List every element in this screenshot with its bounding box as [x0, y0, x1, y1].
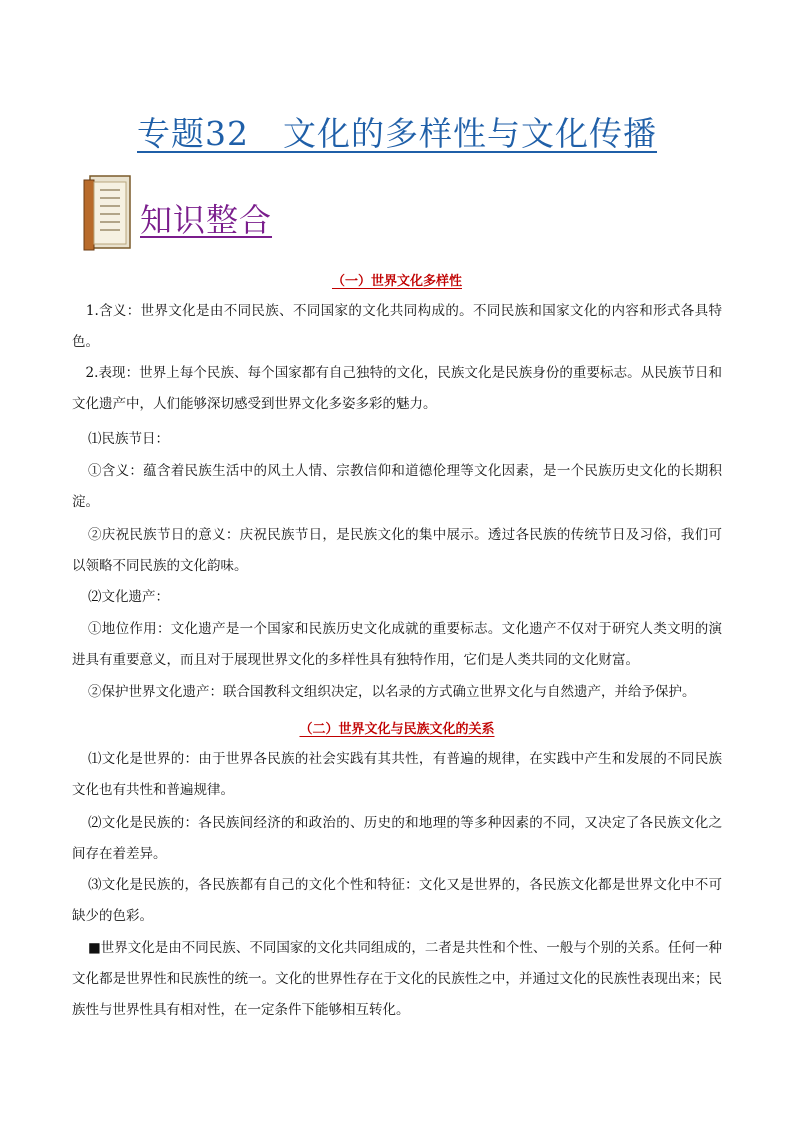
paragraph-12: ■世界文化是由不同民族、不同国家的文化共同组成的，二者是共性和个性、一般与个别的关系。任何一种文化都是世界性和民族性的统一。文化的世界性存在于文化的民族性之中，并通过文化的民族性表现出来；民族性与世界性具有相对性，在一定条件下能够相互转化。: [72, 940, 722, 1018]
subheading-2-text: （二）世界文化与民族文化的关系: [299, 722, 495, 737]
paragraph-4: ①含义：蕴含着民族生活中的风土人情、宗教信仰和道德伦理等文化因素，是一个民族历史文化的长期积淀。: [72, 463, 722, 510]
book-icon: [80, 172, 134, 252]
paragraph-9: ⑴文化是世界的：由于世界各民族的社会实践有其共性，有普遍的规律，在实践中产生和发展的不同民族文化也有共性和普遍规律。: [72, 751, 722, 798]
paragraph-2: 2.表现：世界上每个民族、每个国家都有自己独特的文化，民族文化是民族身份的重要标志。从民族节日和文化遗产中，人们能够深切感受到世界文化多姿多彩的魅力。: [72, 365, 722, 412]
subheading-1: [0, 270, 794, 289]
title-text: 专题32 文化的多样性与文化传播: [137, 114, 657, 153]
paragraph-10: ⑵文化是民族的：各民族间经济的和政治的、历史的和地理的等多种因素的不同，又决定了各民族文化之间存在着差异。: [72, 815, 722, 862]
paragraph-6: ⑵文化遗产：: [88, 589, 169, 605]
paragraph-7: ①地位作用：文化遗产是一个国家和民族历史文化成就的重要标志。文化遗产不仅对于研究人类文明的演进具有重要意义，而且对于展现世界文化的多样性具有独特作用，它们是人类共同的文化财富。: [72, 621, 722, 668]
page-title: [0, 108, 794, 155]
subheading-2: [0, 718, 794, 737]
section-heading: 知识整合: [140, 201, 273, 239]
paragraph-11: ⑶文化是民族的，各民族都有自己的文化个性和特征：文化又是世界的，各民族文化都是世界文化中不可缺少的色彩。: [72, 877, 722, 924]
subheading-1-text: （一）世界文化多样性: [331, 274, 462, 289]
paragraph-1: 1.含义：世界文化是由不同民族、不同国家的文化共同构成的。不同民族和国家文化的内容和形式各具特色。: [72, 303, 722, 350]
paragraph-5: ②庆祝民族节日的意义：庆祝民族节日，是民族文化的集中展示。透过各民族的传统节日及习俗，我们可以领略不同民族的文化韵味。: [72, 527, 722, 574]
paragraph-3: ⑴民族节日：: [88, 431, 169, 447]
paragraph-8: ②保护世界文化遗产：联合国教科文组织决定，以名录的方式确立世界文化与自然遗产，并给予保护。: [88, 684, 696, 700]
